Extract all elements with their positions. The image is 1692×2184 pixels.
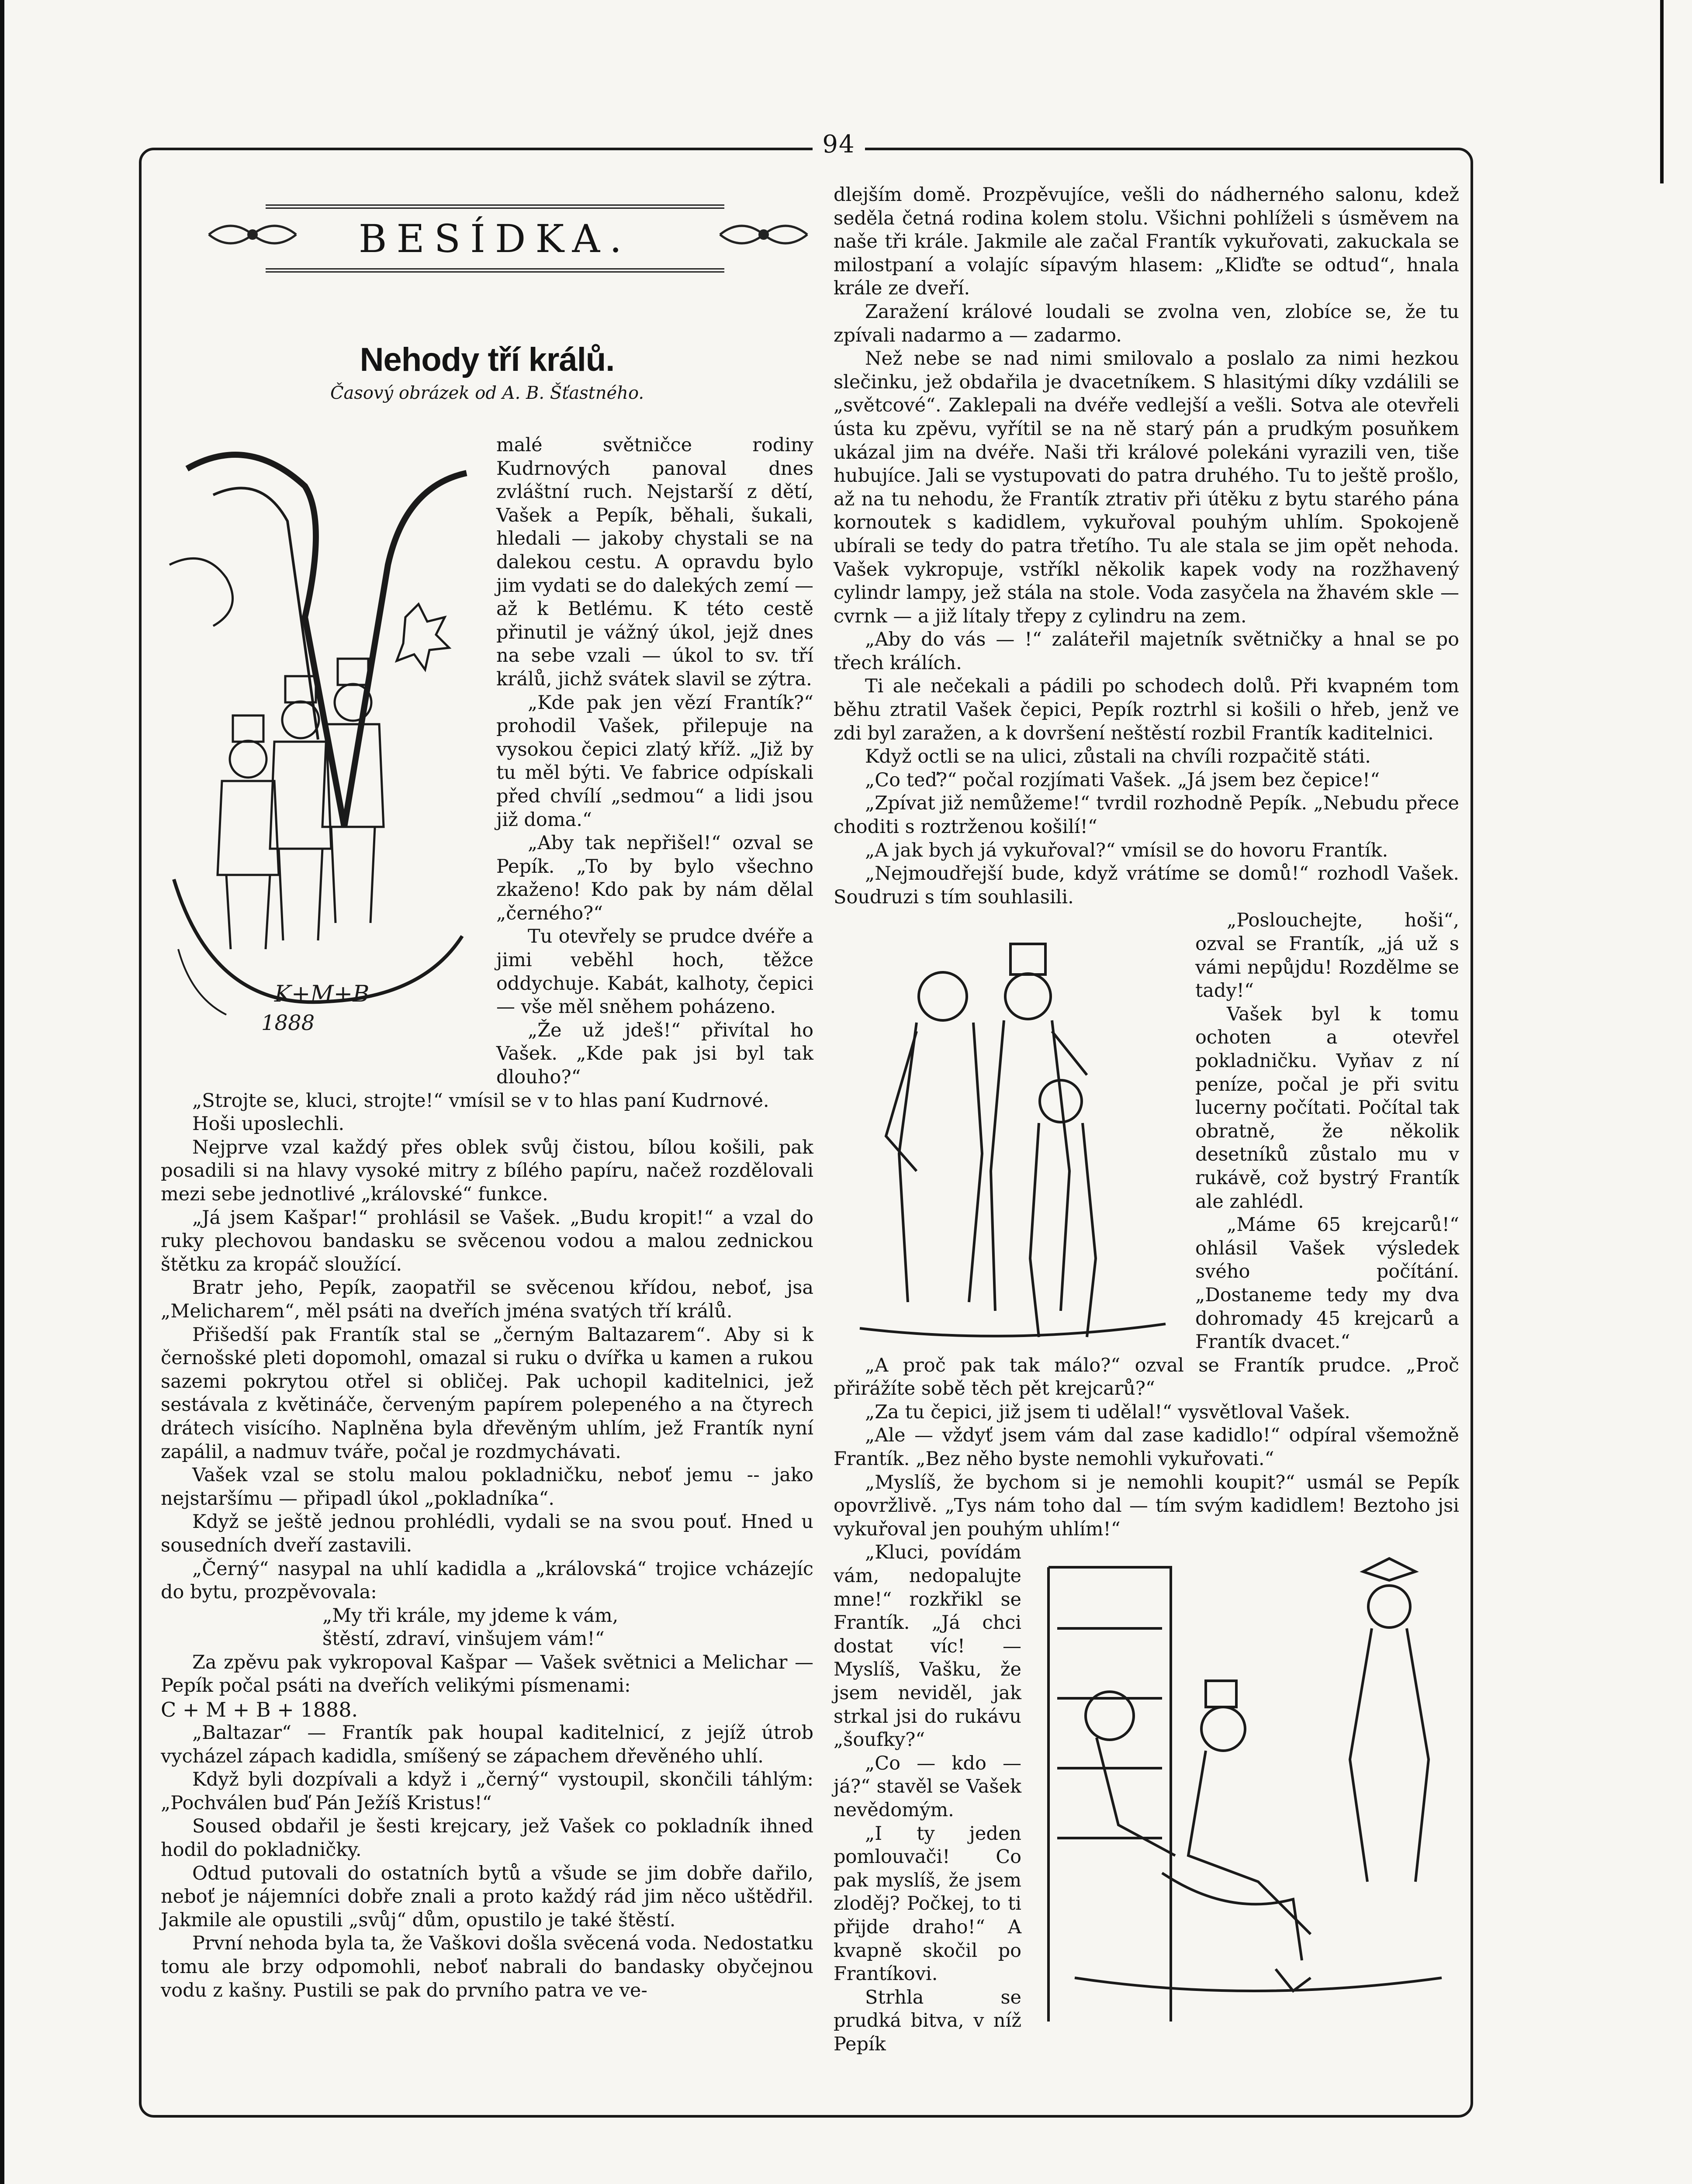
section-banner	[161, 188, 813, 275]
paragraph: „Já jsem Kašpar!“ prohlásil se Vašek. „Budu kropit!“ a vzal do ruky plechovou bandasku se svěcenou vodou a malou zednickou štětku za kropáč sloužící.	[161, 1206, 813, 1275]
paragraph: „Myslíš, že bychom si je nemohli koupit?“ usmál se Pepík opovržlivě. „Tys nám toho dal — tím svým kadidlem! Beztoho jsi vykuřoval jen pouhým uhlím!“	[834, 1471, 1459, 1540]
paragraph: Tu otevřely se prudce dvéře a jimi veběhl hoch, těžce oddychuje. Kabát, kalhoty, čepici — vše měl sněhem poházeno.	[496, 926, 813, 1018]
paragraph: „Aby do vás — !“ zaláteřil majetník světničky a hnal se po třech králích.	[834, 629, 1459, 674]
paragraph: Když se ještě jednou prohlédli, vydali se na svou pouť. Hned u sousedních dveří zastavili.	[161, 1511, 813, 1556]
paragraph: Hoši uposlechli.	[192, 1113, 345, 1135]
paragraph: „A proč pak tak málo?“ ozval se Frantík prudce. „Proč přirážíte sobě těch pět krejcarů?“	[834, 1354, 1459, 1400]
paragraph: „Černý“ nasypal na uhlí kadidla a „královská“ trojice vcházejíc do bytu, prozpěvovala:	[161, 1558, 813, 1603]
paragraph: „Co teď?“ počal rozjímati Vašek. „Já jsem bez čepice!“	[865, 769, 1380, 791]
paragraph: „Strojte se, kluci, strojte!“ vmísil se v to hlas paní Kudrnové.	[192, 1089, 769, 1112]
paragraph: Odtud putovali do ostatních bytů a všude se jim dobře dařilo, neboť je nájemníci dobře znali a proto každý rád jim něco uštědřil. Jakmile ale opustili „svůj“ dům, opustilo je také štěstí.	[161, 1862, 813, 1931]
paragraph: Než nebe se nad nimi smilovalo a poslalo za nimi hezkou slečinku, jež obdařila je dvacetníkem. S hlasitými díky vzdálili se „světcové“. Zaklepali na dvéře vedlejší a vešli. Sotva ale otevřeli ústa ku zpěvu, vyřítil se na ně starý pán a prudkým posuňkem ukázal jim na dvéře. Naši tři králové polekáni vyrazili ven, tiše hubujíce. Jali se vystupovati do patra druhého. Tu to ještě prošlo, až na tu nehodu, že Frantík ztrativ při útěku z bytu starého pána kornoutek s kadidlem, vykuřoval pouhým uhlím. Spokojeně ubírali se tedy do patra třetího. Tu ale stala se jim opět nehoda. Vašek vykropuje, vstříkl několik kapek vody na rozžhavený cylindr lampy, jež stála na stole. Voda zasyčela na žhavém skle — cvrnk — a již lítaly třepy z cylindru na zem.	[834, 348, 1459, 627]
paragraph: Když octli se na ulici, zůstali na chvíli rozpačitě státi.	[865, 746, 1371, 768]
paragraph: „A jak bych já vykuřoval?“ vmísil se do hovoru Frantík.	[865, 839, 1388, 861]
boys-fighting-illustration	[1031, 1541, 1459, 2030]
paragraph: Vašek vzal se stolu malou pokladničku, neboť jemu -- jako nejstaršímu — připadl úkol „pokladníka“.	[161, 1464, 813, 1510]
paragraph: Ti ale nečekali a pádili po schodech dolů. Při kvapném tom běhu ztratil Vašek čepici, Pepík roztrhl si košili o hřeb, jenž ve zdi byl zaražen, a k dovršení neštěstí rozbil Frantík kaditelnici.	[834, 675, 1459, 744]
banner-ornament-right	[716, 215, 812, 254]
banner-frame	[266, 204, 724, 273]
page-number: 94	[813, 130, 865, 159]
section-title: BESÍDKA.	[358, 216, 632, 261]
paragraph: Nejprve vzal každý přes oblek svůj čistou, bílou košili, pak posadili si na hlavy vysoké mitry z bílého papíru, načež rozdělovali mezi sebe jednotlivé „královské“ funkce.	[161, 1136, 813, 1205]
verse-line: „My tři krále, my jdeme k vám,	[322, 1604, 619, 1627]
illustration-year: 1888	[261, 1011, 315, 1035]
paragraph: „Ale — vždyť jsem vám dal zase kadidlo!“ odpíral všemožně Frantík. „Bez něho byste nemohli vykuřovati.“	[834, 1424, 1459, 1470]
article-subtitle: Časový obrázek od A. B. Šťastného.	[330, 383, 644, 403]
paragraph: Za zpěvu pak vykropoval Kašpar — Vašek světnici a Melichar — Pepík počal psáti na dveřích velikými písmenami:	[161, 1651, 813, 1697]
paragraph: Když byli dozpívali a když i „černý“ vystoupil, skončili táhlým: „Pochválen buď Pán Ježíš Kristus!“	[161, 1769, 813, 1814]
paragraph: Soused obdařil je šesti krejcary, jež Vašek co pokladník ihned hodil do pokladničky.	[161, 1815, 813, 1861]
paragraph: „Baltazar“ — Frantík pak houpal kaditelnicí, z jejíž útrob vycházel zápach kadidla, smíšený se zápachem dřevěného uhlí.	[161, 1722, 813, 1767]
paragraph: Bratr jeho, Pepík, zaopatřil se svěcenou křídou, neboť, jsa „Melicharem“, měl psáti na dveřích jména svatých tří králů.	[161, 1277, 813, 1322]
paragraph: „Co — kdo — já?“ stavěl se Vašek nevědomým.	[834, 1752, 1021, 1821]
paragraph: Zaražení králové loudali se zvolna ven, zlobíce se, že tu zpívali nadarmo a — zadarmo.	[834, 301, 1459, 346]
right-column	[834, 183, 1459, 2056]
chalk-formula: C + M + B + 1888.	[161, 1698, 358, 1722]
boys-counting-money-illustration	[834, 909, 1183, 1346]
paragraph: „Za tu čepici, již jsem ti udělal!“ vysvětloval Vašek.	[865, 1401, 1350, 1423]
paragraph: Strhla se prudká bitva, v níž Pepík	[834, 1986, 1021, 2055]
paragraph: „I ty jeden pomlouvači! Co pak myslíš, že jsem zloděj? Počkej, to ti přijde draho!“ A kvapně skočil po Frantíkovi.	[834, 1822, 1021, 1985]
article-title: Nehody tří králů.	[360, 341, 615, 378]
initial-v-illustration	[161, 434, 484, 1063]
paragraph: Vašek byl k tomu ochoten a otevřel pokladničku. Vyňav z ní peníze, počal je při svitu lucerny počítati. Počítal tak obratně, že několik desetníků zůstalo mu v rukávě, což bystrý Frantík ale zahlédl.	[1195, 1003, 1459, 1213]
page-edge-right	[1660, 0, 1664, 183]
left-column	[161, 183, 813, 2002]
page-edge-left	[0, 0, 4, 2184]
paragraph: „Nejmoudřejší bude, když vrátíme se domů!“ rozhodl Vašek. Soudruzi s tím souhlasili.	[834, 863, 1459, 908]
paragraph: „Máme 65 krejcarů!“ ohlásil Vašek výsledek svého počítání. „Dostaneme tedy my dva dohromady 45 krejcarů a Frantík dvacet.“	[1195, 1214, 1459, 1353]
paragraph: „Kde pak jen vězí Frantík?“ prohodil Vašek, přilepuje na vysokou čepici zlatý kříž. „Již by tu měl býti. Ve fabrice odpískali před chvílí „sedmou“ a lidi jsou již doma.“	[496, 691, 813, 831]
paragraph: První nehoda byla ta, že Vaškovi došla svěcená voda. Nedostatku tomu ale brzy odpomohli, neboť nabrali do bandasky obyčejnou vodu z kašny. Pustili se pak do prvního patra ve ve-	[161, 1932, 813, 2001]
illustration-signature: K+M+B	[274, 981, 370, 1007]
paragraph: „Že už jdeš!“ přivítal ho Vašek. „Kde pak jsi byl tak dlouho?“	[496, 1019, 813, 1089]
paragraph: Přišedší pak Frantík stal se „černým Baltazarem“. Aby si k černošské pleti dopomohl, omazal si ruku o dvířka u kamen a rukou sazemi pokrytou otřel si obličej. Pak uchopil kaditelnici, jež sestávala z květináče, červeným papírem polepeného a na čtyrech drátech visícího. Naplněna byla dřevěným uhlím, jež Frantík nyní zapálil, a nadmuv tváře, počal je rozdmychávati.	[161, 1324, 813, 1463]
paragraph: „Aby tak nepřišel!“ ozval se Pepík. „To by bylo všechno zkaženo! Kdo pak by nám dělal „černého?“	[496, 832, 813, 924]
paragraph: malé světničce rodiny Kudrnových panoval dnes zvláštní ruch. Nejstarší z dětí, Vašek a Pepík, běhali, šukali, hledali — jakoby chystali se na dalekou cestu. A opravdu bylo jim vydati se do dalekých zemí — až k Betlému. K této cestě přinutil je vážný úkol, jejž dnes na sebe vzali — úkol to sv. tří králů, jichž svátek slavil se zýtra.	[496, 434, 813, 690]
paragraph: „Kluci, povídám vám, nedopalujte mne!“ rozkřikl se Frantík. „Já chci dostat víc! — Myslíš, Vašku, že jsem neviděl, jak strkal jsi do rukávu „šoufky?“	[834, 1541, 1021, 1751]
paragraph: „Poslouchejte, hoši“, ozval se Frantík, „já už s vámi nepůjdu! Rozdělme se tady!“	[1195, 909, 1459, 1002]
paragraph: dlejším domě. Prozpěvujíce, vešli do nádherného salonu, kdež seděla četná rodina kolem stolu. Všichni pohlíželi s úsměvem na naše tři krále. Jakmile ale začal Frantík vykuřovati, zakuckala se milostpaní a volajíc sípavým hlasem: „Kliďte se odtud“, hnala krále ze dveří.	[834, 184, 1459, 300]
paragraph: „Zpívat již nemůžeme!“ tvrdil rozhodně Pepík. „Nebudu přece choditi s roztrženou košilí!“	[834, 792, 1459, 838]
verse-line: štěstí, zdraví, vinšujem vám!“	[322, 1628, 605, 1650]
